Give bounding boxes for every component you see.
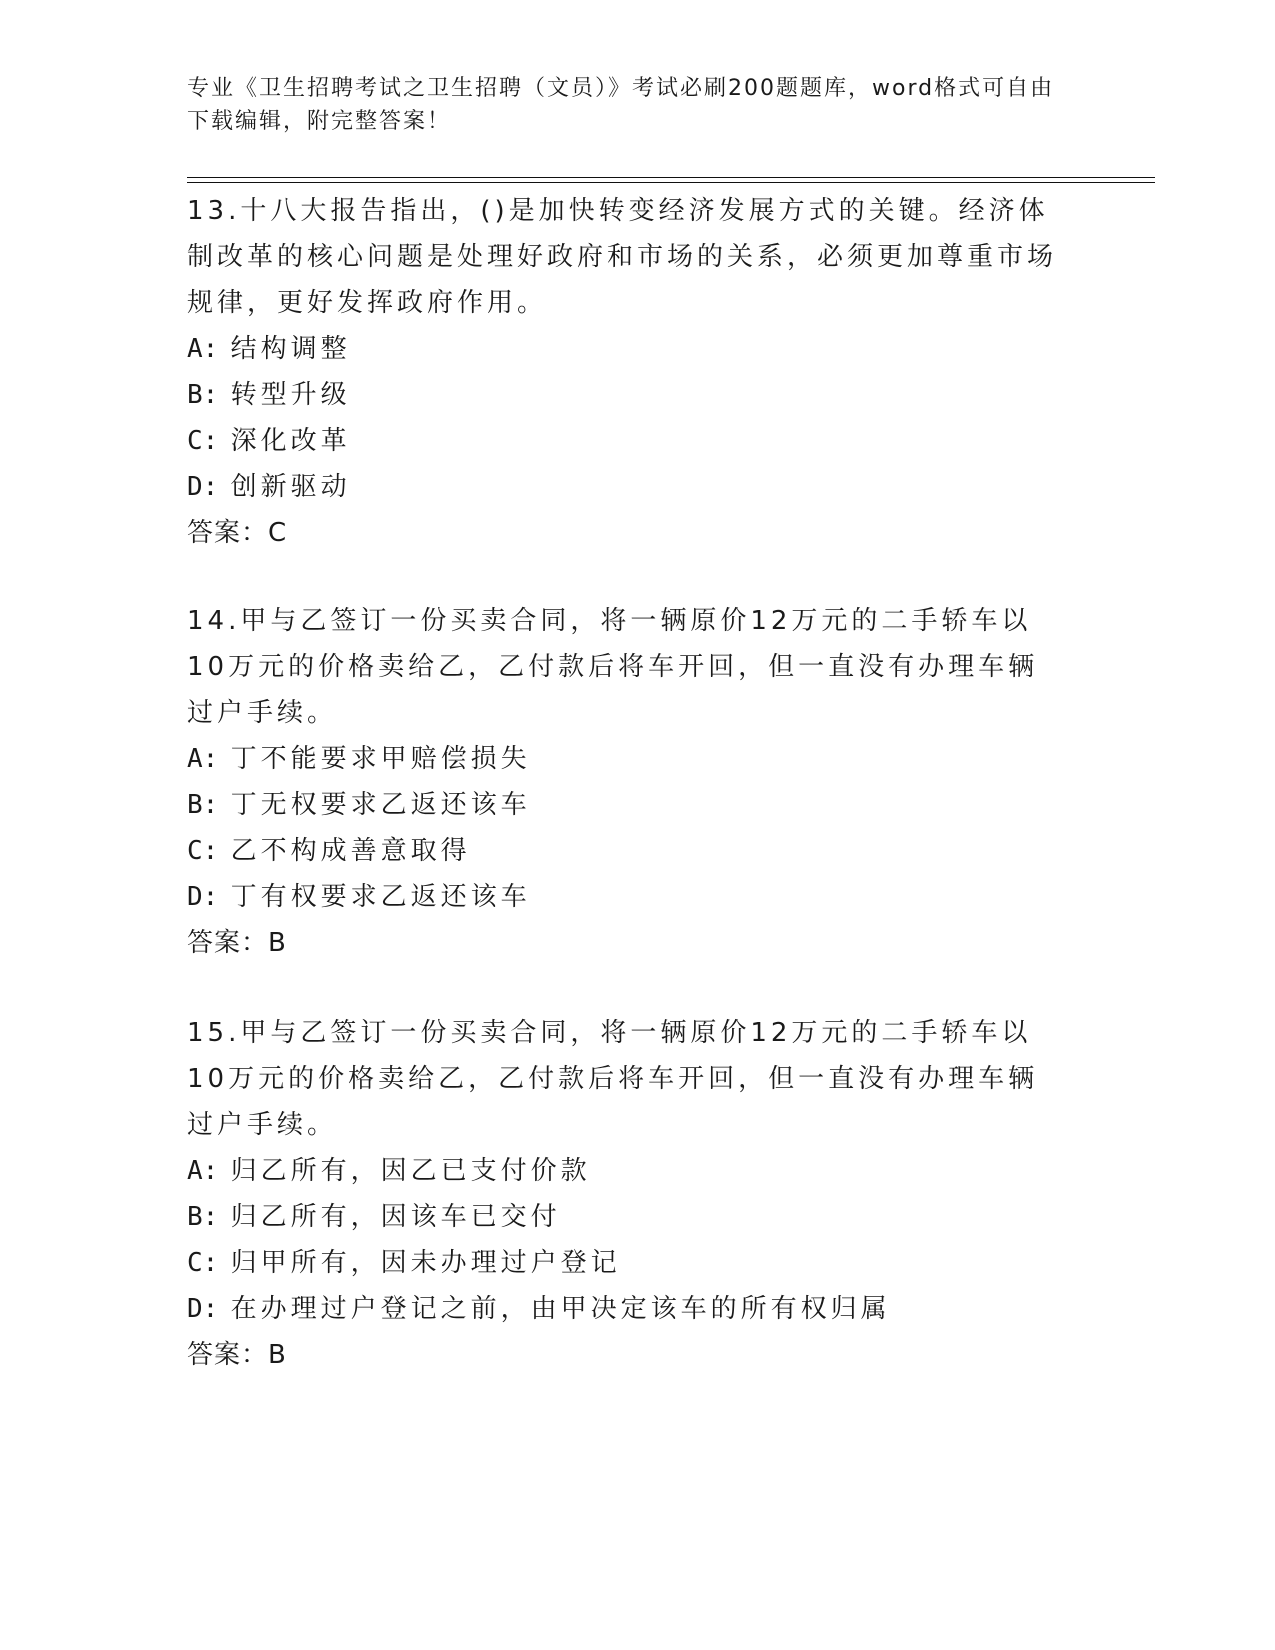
option-text: 创新驱动 xyxy=(230,472,351,502)
option-d xyxy=(187,1286,1067,1332)
option-key: D: xyxy=(187,1294,219,1324)
option-text: 归乙所有，因该车已交付 xyxy=(230,1202,561,1232)
answer: 答案：B xyxy=(187,1340,287,1370)
option-text: 丁不能要求甲赔偿损失 xyxy=(230,744,531,774)
option-c xyxy=(187,1240,1067,1286)
answer: 答案：C xyxy=(187,518,288,548)
question-stem: 15.甲与乙签订一份买卖合同，将一辆原价12万元的二手轿车以10万元的价格卖给乙，乙付款后将车开回，但一直没有办理车辆过户手续。 xyxy=(187,1018,1039,1140)
option-b xyxy=(187,782,1067,828)
question-14 xyxy=(187,598,1067,966)
question-stem: 13.十八大报告指出，()是加快转变经济发展方式的关键。经济体制改革的核心问题是处理好政府和市场的关系，必须更加尊重市场规律，更好发挥政府作用。 xyxy=(187,196,1058,318)
option-d xyxy=(187,464,1067,510)
option-c xyxy=(187,418,1067,464)
option-text: 乙不构成善意取得 xyxy=(230,836,471,866)
option-key: B: xyxy=(187,790,219,820)
question-stem: 14.甲与乙签订一份买卖合同，将一辆原价12万元的二手轿车以10万元的价格卖给乙，乙付款后将车开回，但一直没有办理车辆过户手续。 xyxy=(187,606,1039,728)
option-key: B: xyxy=(187,380,219,410)
question-15 xyxy=(187,1010,1067,1378)
option-b xyxy=(187,372,1067,418)
option-text: 结构调整 xyxy=(230,334,351,364)
option-key: D: xyxy=(187,472,219,502)
option-key: B: xyxy=(187,1202,219,1232)
option-key: D: xyxy=(187,882,219,912)
option-key: A: xyxy=(187,334,219,364)
option-text: 转型升级 xyxy=(230,380,351,410)
option-a xyxy=(187,736,1067,782)
option-key: A: xyxy=(187,744,219,774)
option-d xyxy=(187,874,1067,920)
option-text: 在办理过户登记之前，由甲决定该车的所有权归属 xyxy=(230,1294,891,1324)
answer: 答案：B xyxy=(187,928,287,958)
option-text: 归甲所有，因未办理过户登记 xyxy=(230,1248,621,1278)
question-13 xyxy=(187,188,1067,556)
option-a xyxy=(187,1148,1067,1194)
option-text: 丁无权要求乙返还该车 xyxy=(230,790,531,820)
option-text: 归乙所有，因乙已支付价款 xyxy=(230,1156,591,1186)
option-text: 深化改革 xyxy=(230,426,351,456)
option-a xyxy=(187,326,1067,372)
option-key: C: xyxy=(187,1248,219,1278)
option-key: C: xyxy=(187,426,219,456)
option-key: A: xyxy=(187,1156,219,1186)
header-divider-bottom xyxy=(187,182,1155,183)
option-key: C: xyxy=(187,836,219,866)
header-divider-top xyxy=(187,177,1155,178)
option-b xyxy=(187,1194,1067,1240)
option-text: 丁有权要求乙返还该车 xyxy=(230,882,531,912)
document-intro: 专业《卫生招聘考试之卫生招聘（文员）》考试必刷200题题库，word格式可自由下载编辑，附完整答案！ xyxy=(187,76,1055,134)
option-c xyxy=(187,828,1067,874)
